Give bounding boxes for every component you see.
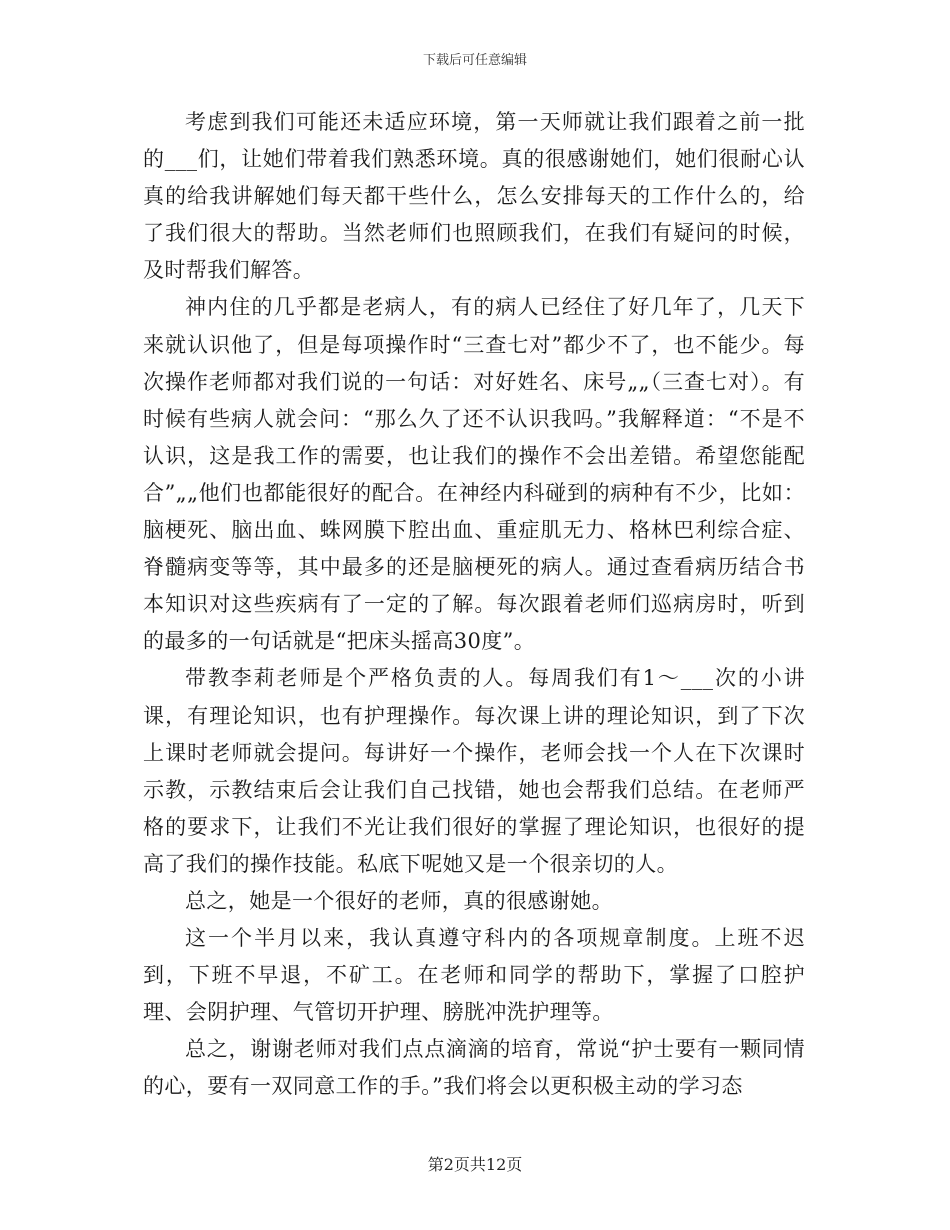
paragraph-6: 总之，谢谢老师对我们点点滴滴的培育，常说“护士要有一颗同情的心，要有一双同意工作的手。”我们将会以更积极主动的学习态 [143,1037,805,1099]
page-number: 第2页共12页 [427,1155,523,1174]
paragraph-5: 这一个半月以来，我认真遵守科内的各项规章制度。上班不迟到，下班不早退，不矿工。在老师和同学的帮助下，掌握了口腔护理、会阴护理、气管切开护理、膀胱冲洗护理等。 [143,926,805,1025]
paragraph-2: 神内住的几乎都是老病人，有的病人已经住了好几年了，几天下来就认识他了，但是每项操作时“三查七对”都少不了，也不能少。每次操作老师都对我们说的一句话：对好姓名、床号„„（三查七对）。有时候有些病人就会问：“那么久了还不认识我吗。”我解释道：“不是不认识，这是我工作的需要，也让我们的操作不会出差错。希望您能配合”„„他们也都能很好的配合。在神经内科碰到的病种有不少，比如：脑梗死、脑出血、蛛网膜下腔出血、重症肌无力、格林巴利综合症、脊髓病变等等，其中最多的还是脑梗死的病人。通过查看病历结合书本知识对这些疾病有了一定的了解。每次跟着老师们巡病房时，听到的最多的一句话就是“把床头摇高30度”。 [143,295,805,654]
paragraph-3: 带教李莉老师是个严格负责的人。每周我们有1～___次的小讲课，有理论知识，也有护理操作。每次课上讲的理论知识，到了下次上课时老师就会提问。每讲好一个操作，老师会找一个人在下次课时示教，示教结束后会让我们自己找错，她也会帮我们总结。在老师严格的要求下，让我们不光让我们很好的掌握了理论知识，也很好的提高了我们的操作技能。私底下呢她又是一个很亲切的人。 [143,666,805,876]
page-header-note: 下载后可任意编辑 [422,53,527,68]
document-body [143,104,805,1106]
paragraph-1: 考虑到我们可能还未适应环境，第一天师就让我们跟着之前一批的___们，让她们带着我们熟悉环境。真的很感谢她们，她们很耐心认真的给我讲解她们每天都干些什么，怎么安排每天的工作什么的，给了我们很大的帮助。当然老师们也照顾我们，在我们有疑问的时候，及时帮我们解答。 [143,110,805,283]
paragraph-4: 总之，她是一个很好的老师，真的很感谢她。 [185,888,613,913]
